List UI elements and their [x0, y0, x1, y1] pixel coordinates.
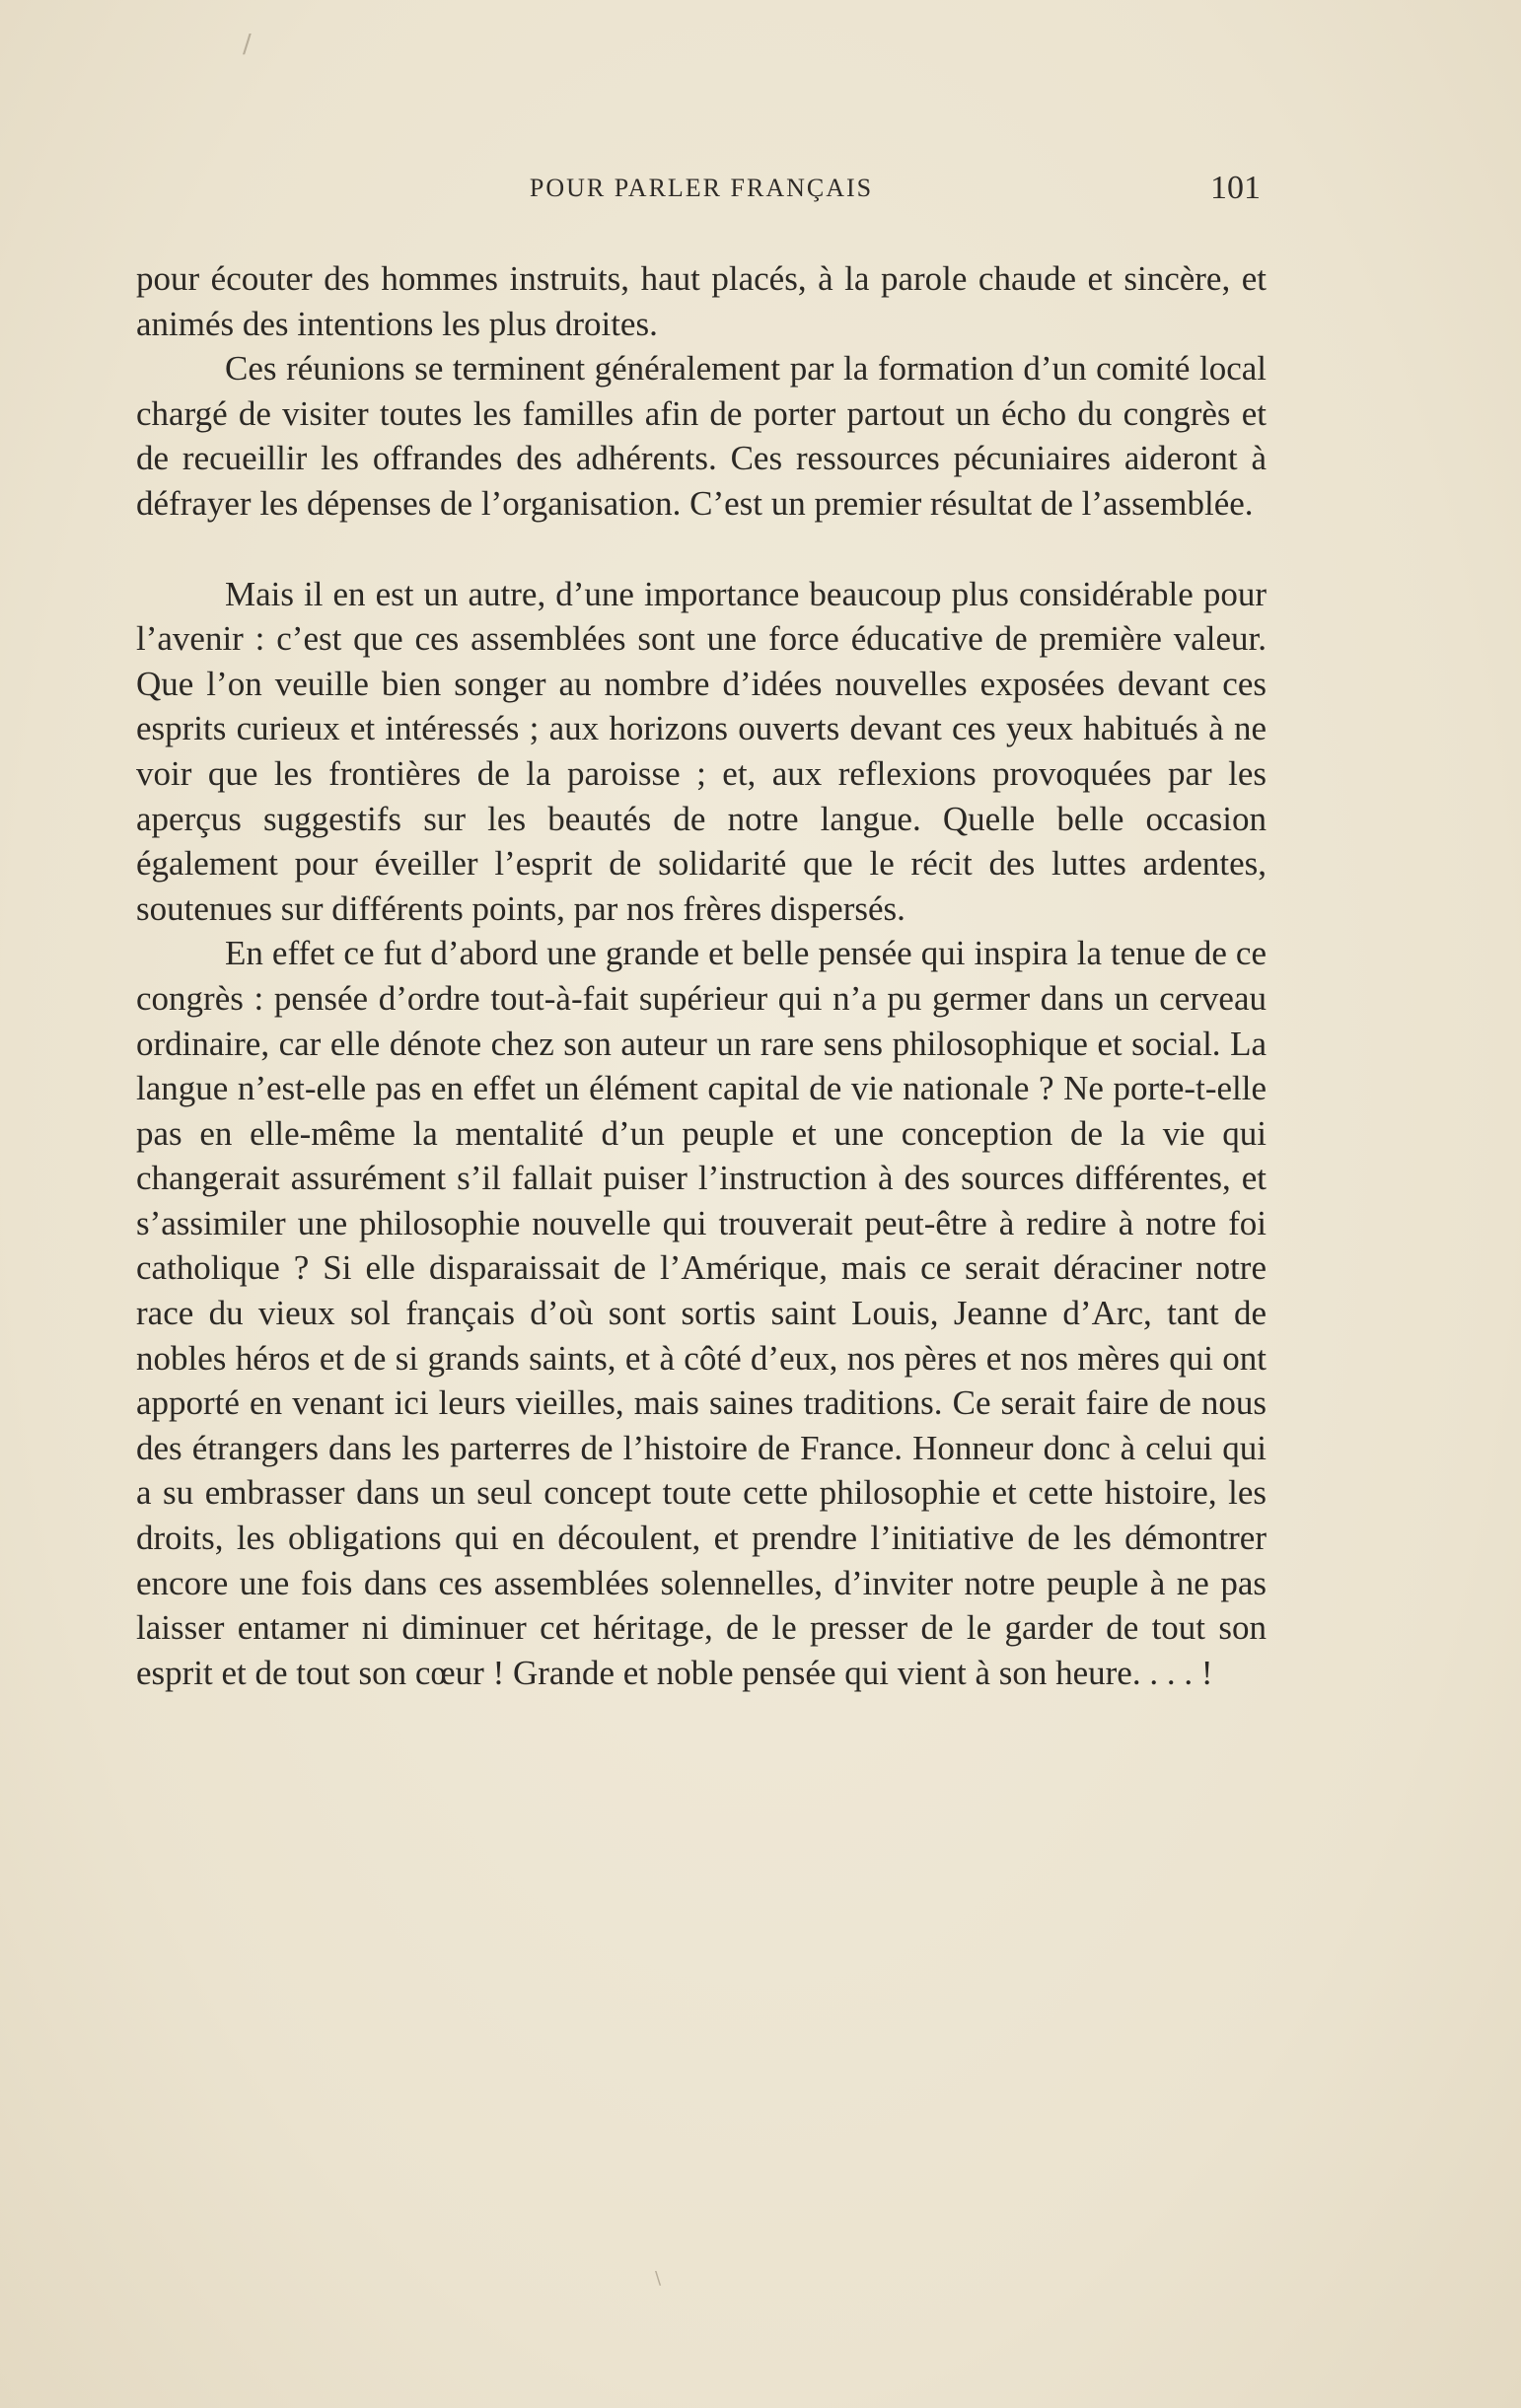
speck-mark-icon: \ [655, 2268, 662, 2289]
paragraph-grande-pensee: En effet ce fut d’abord une grande et belle pensée qui inspira la tenue de ce congrès : pensée d’ordre tout-à-fait supérieur qui n’a pu germer dans un cerveau ordinaire, car elle dénote chez son auteur un rare sens philosophique et social. La langue n’est-elle pas en effet un élément capital de vie nationale ? Ne porte-t-elle pas en elle-même la mentalité d’un peuple et une conception de la vie qui changerait assurément s’il fallait puiser l’instruction à des sources différentes, et s’assimiler une philosophie nouvelle qui trouverait peut-être à redire à notre foi catholique ? Si elle disparaissait de l’Amérique, mais ce serait déraciner notre race du vieux sol français d’où sont sortis saint Louis, Jeanne d’Arc, tant de nobles héros et de si grands saints, et à côté d’eux, nos pères et nos mères qui ont apporté en venant ici leurs vieilles, mais saines traditions. Ce serait faire de nous des étrangers dans les parterres de l’histoire de France. Honneur donc à celui qui a su embrasser dans un seul concept toute cette philosophie et cette histoire, les droits, les obligations qui en découlent, et prendre l’initiative de les démontrer encore une fois dans ces assemblées solennelles, d’inviter notre peuple à ne pas laisser entamer ni diminuer cet héritage, de le presser de le garder de tout son esprit et de tout son cœur ! Grande et noble pensée qui vient à son heure. . . . ! [136, 934, 1267, 1692]
page-header [136, 170, 1267, 213]
running-title: POUR PARLER FRANÇAIS [529, 174, 874, 202]
body-text [136, 256, 1267, 1695]
paragraph-force-educative: Mais il en est un autre, d’une importance beaucoup plus considérable pour l’avenir : c’est que ces assemblées sont une force éducative de première valeur. Que l’on veuille bien songer au nombre d’idées nouvelles exposées devant ces esprits curieux et intéressés ; aux horizons ouverts devant ces yeux habitués à ne voir que les frontières de la paroisse ; et, aux reflexions provoquées par les aperçus suggestifs sur les beautés de notre langue. Quelle belle occasion également pour éveiller l’esprit de solidarité que le récit des luttes ardentes, soutenues sur différents points, par nos frères dispersés. [136, 574, 1267, 928]
paragraph-continuation: pour écouter des hommes instruits, haut placés, à la parole chaude et sincère, et animés des intentions les plus droites. [136, 259, 1267, 343]
pencil-mark-icon: / [243, 30, 252, 59]
paragraph-comite-local: Ces réunions se terminent généralement par la formation d’un comité local chargé de visiter toutes les familles afin de porter partout un écho du congrès et de recueillir les offrandes des adhérents. Ces ressources pécuniaires aideront à défrayer les dépenses de l’organisation. C’est un premier résultat de l’assemblée. [136, 349, 1267, 523]
page-number: 101 [1210, 170, 1261, 206]
